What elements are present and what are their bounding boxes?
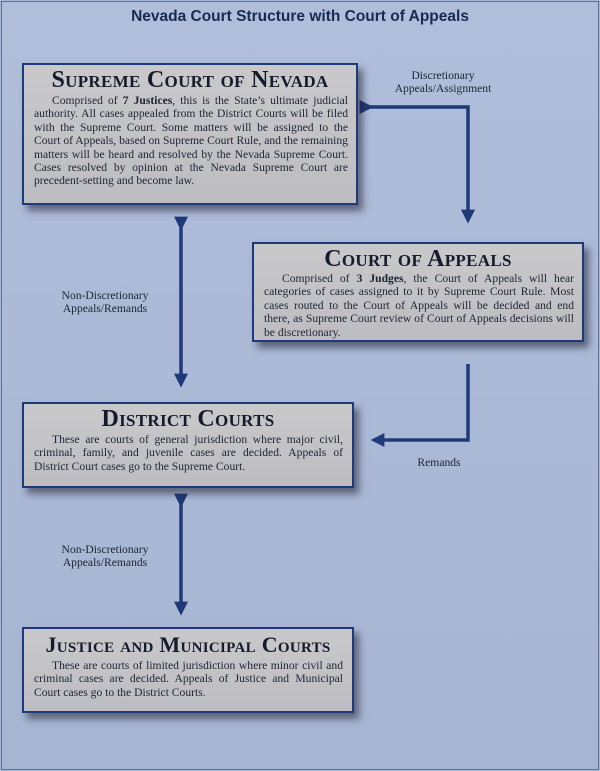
justice-municipal-courts-description: These are courts of limited jurisdiction where minor civil and criminal cases are decided. Appeals of Justice and Municipal Court cases go to the District Courts. [34, 659, 343, 699]
court-of-appeals-description: Comprised of 3 Judges, the Court of Appeals will hear categories of cases assigned to it by Supreme Court Rule. Most cases routed to the Court of Appeals will be decided and end there, as Supreme Court review of Court of Appeals decisions will be discretionary. [264, 272, 575, 339]
non-discretionary-upper-label: Non-Discretionary Appeals/Remands [61, 289, 149, 316]
court-of-appeals-box [252, 242, 584, 342]
district-courts-heading: District Courts [101, 406, 275, 432]
court-of-appeals-heading: Court of Appeals [324, 246, 512, 272]
supreme-court-description: Comprised of 7 Justices, this is the State’s ultimate judicial authority. All cases appealed from the District Courts will be filed with the Supreme Court. Some matters will be assigned to the Court of Appeals, based on Supreme Court Rule, and the remaining matters will be heard and resolved by the Nevada Supreme Court. Cases resolved by opinion at the Nevada Supreme Court are precedent-setting and become law. [34, 94, 348, 188]
district-courts-box [22, 402, 354, 488]
supreme-court-heading: Supreme Court of Nevada [51, 67, 329, 93]
justice-municipal-courts-box [22, 627, 354, 713]
justice-municipal-courts-heading: Justice and Municipal Courts [45, 632, 331, 657]
supreme-court-box [22, 63, 358, 205]
court-of-appeals-judges-count: 3 Judges [356, 272, 404, 285]
diagram-title: Nevada Court Structure with Court of Appeals [131, 8, 469, 25]
arrow-supreme-to-appeals [368, 107, 468, 218]
remands-label: Remands [417, 456, 461, 469]
discretionary-appeals-label: Discretionary Appeals/Assignment [394, 69, 492, 96]
supreme-court-justices-count: 7 Justices [122, 94, 173, 107]
district-courts-description: These are courts of general jurisdiction where major civil, criminal, family, and juvenile cases are decided. Appeals of District Court cases go to the Supreme Court. [34, 433, 343, 473]
arrow-appeals-remands [376, 364, 468, 440]
non-discretionary-lower-label: Non-Discretionary Appeals/Remands [61, 543, 149, 570]
